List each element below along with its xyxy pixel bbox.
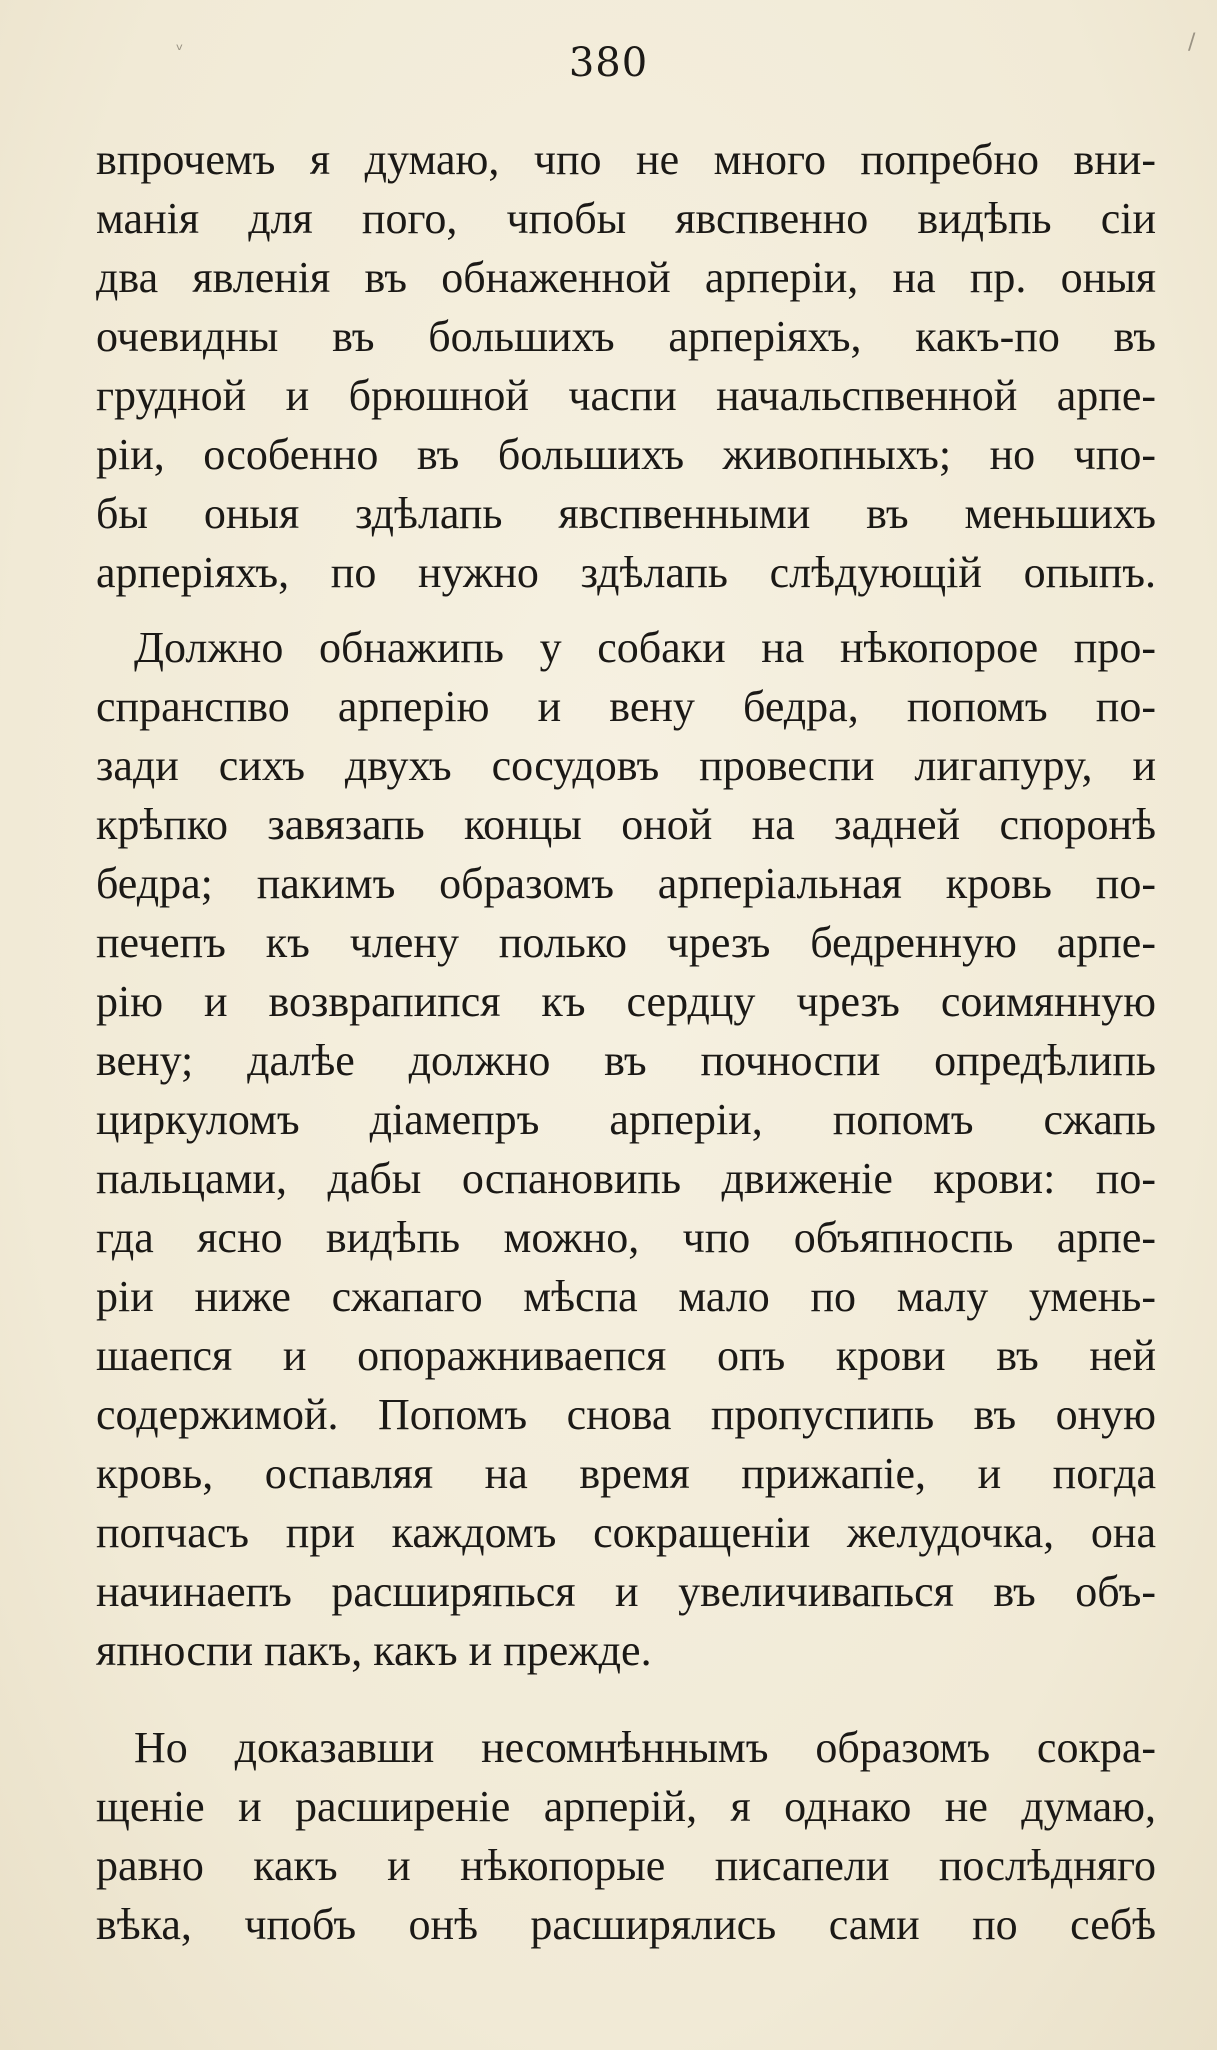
text-line: кровь, оспавляя на время прижапіе, и погда: [96, 1449, 1156, 1498]
text-line: шаепся и опоражниваепся опъ крови въ ней: [96, 1331, 1156, 1380]
text-line: впрочемъ я думаю, чпо не много попребно вни-: [96, 135, 1156, 184]
text-line: рію и возврапипся къ сердцу чрезъ соимянную: [96, 977, 1156, 1026]
text-line: гда ясно видѣпь можно, чпо объяпноспь арпе-: [96, 1213, 1156, 1262]
corner-mark: /: [1188, 30, 1196, 55]
text-line: начинаепъ расширяпься и увеличивапься въ объ-: [96, 1567, 1156, 1616]
text-line: бы оныя здѣлапь явспвенными въ меньшихъ: [96, 489, 1156, 538]
text-line: Но доказавши несомнѣннымъ образомъ сокра-: [134, 1723, 1156, 1772]
text-line: ріи, особенно въ большихъ живопныхъ; но чпо-: [96, 430, 1156, 479]
text-line: два явленія въ обнаженной арперіи, на пр. оныя: [96, 253, 1156, 302]
text-line: бедра; пакимъ образомъ арперіальная кровь по-: [96, 859, 1156, 908]
text-line: ріи ниже сжапаго мѣспа мало по малу умень-: [96, 1272, 1156, 1321]
text-line: циркуломъ діамепръ арперіи, попомъ сжапь: [96, 1095, 1156, 1144]
text-line: попчасъ при каждомъ сокращеніи желудочка, она: [96, 1508, 1156, 1557]
text-line: равно какъ и нѣкопорые писапели послѣдняго: [96, 1841, 1156, 1890]
text-line: вѣка, чпобъ онѣ расширялись сами по себѣ: [96, 1900, 1156, 1949]
text-line: пальцами, дабы оспановипь движеніе крови: по-: [96, 1154, 1156, 1203]
page-number: 380: [568, 40, 649, 86]
text-line: вену; далѣе должно въ почноспи опредѣлипь: [96, 1036, 1156, 1085]
text-line: крѣпко завязапь концы оной на задней споронѣ: [96, 800, 1156, 849]
text-line: япноспи пакъ, какъ и прежде.: [96, 1626, 652, 1675]
text-line: арперіяхъ, по нужно здѣлапь слѣдующій опыпъ.: [96, 548, 1156, 597]
text-line: щеніе и расширеніе арперій, я однако не думаю,: [96, 1782, 1156, 1831]
text-line: печепъ къ члену полько чрезъ бедренную арпе-: [96, 918, 1156, 967]
text-line: очевидны въ большихъ арперіяхъ, какъ-по въ: [96, 312, 1156, 361]
text-line: грудной и брюшной часпи начальспвенной арпе-: [96, 371, 1156, 420]
text-line: манія для пого, чпобы явспвенно видѣпь сіи: [96, 194, 1156, 243]
text-line: содержимой. Попомъ снова пропуспипь въ оную: [96, 1390, 1156, 1439]
text-line: зади сихъ двухъ сосудовъ провеспи лигапуру, и: [96, 741, 1156, 790]
text-line: Должно обнажипь у собаки на нѣкопорое про-: [134, 623, 1156, 672]
text-line: спранспво арперію и вену бедра, попомъ по-: [96, 682, 1156, 731]
corner-mark: ᵛ: [176, 40, 184, 61]
